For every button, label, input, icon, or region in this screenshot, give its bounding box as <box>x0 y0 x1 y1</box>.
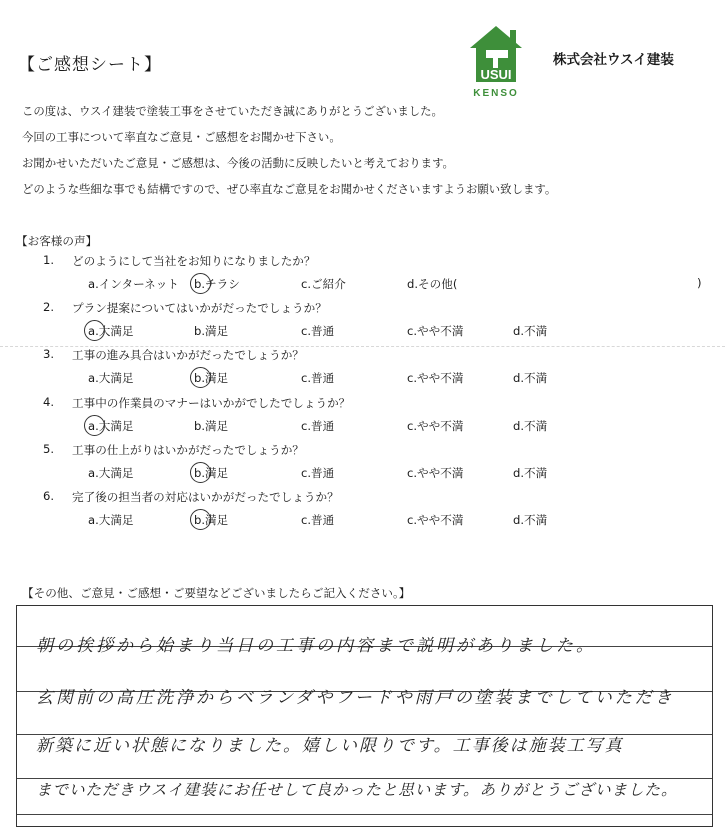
question-number: 2. <box>43 300 55 315</box>
logo-text-main: USUI <box>480 67 512 82</box>
answer-option-label: b.満足 <box>194 371 229 386</box>
answer-option[interactable]: d.不満 <box>513 465 548 480</box>
selected-answer-circle <box>84 415 105 436</box>
other-paren-close[interactable]: ) <box>697 276 702 290</box>
answer-option[interactable]: a.大満足 <box>88 513 134 527</box>
comment-line: までいただきウスイ建装にお任せして良かったと思います。ありがとうございました。 <box>36 781 678 799</box>
answer-option[interactable]: d.不満 <box>513 418 548 433</box>
question-number: 1. <box>43 253 55 267</box>
answer-option[interactable]: c.やや不満 <box>407 371 464 386</box>
answer-option[interactable]: c.やや不満 <box>407 513 464 527</box>
answer-option[interactable] <box>194 370 228 386</box>
answer-option[interactable]: b.満足 <box>194 324 229 339</box>
answer-option[interactable]: c.普通 <box>301 324 335 339</box>
answer-option[interactable] <box>194 465 228 481</box>
page-title: 【ご感想シート】 <box>18 55 162 75</box>
selected-answer-circle <box>190 367 211 388</box>
answer-option[interactable]: a.大満足 <box>88 465 134 480</box>
answer-option-label: b.満足 <box>194 513 229 527</box>
answer-option[interactable] <box>88 418 134 434</box>
answer-option-label: b.チラシ <box>194 277 240 291</box>
answer-option[interactable]: c.普通 <box>301 371 335 386</box>
question-text: どのようにして当社をお知りになりましたか？ <box>72 254 316 268</box>
logo-text-sub: KENSO <box>473 88 519 99</box>
comments-heading: 【その他、ご意見・ご感想・ご要望などございましたらご記入ください。】 <box>22 586 411 600</box>
answer-option[interactable]: c.ご紹介 <box>301 277 346 291</box>
question-text: 完了後の担当者の対応はいかがだったでしょうか？ <box>72 490 339 504</box>
answer-option[interactable]: c.やや不満 <box>407 324 464 339</box>
selected-answer-circle <box>190 509 211 530</box>
answer-option-label: b.満足 <box>194 465 229 480</box>
answer-option[interactable]: d.その他( <box>407 277 458 291</box>
answer-option-label: a.大満足 <box>88 324 134 339</box>
question-text: 工事の仕上がりはいかがだったでしょうか？ <box>72 442 304 457</box>
comment-line: 朝の挨拶から始まり当日の工事の内容まで説明がありました。 <box>36 636 596 656</box>
answer-option[interactable]: c.やや不満 <box>407 418 464 433</box>
answer-option[interactable]: c.普通 <box>301 513 335 527</box>
answer-option[interactable]: c.普通 <box>301 465 335 480</box>
intro-line: 今回の工事について率直なご意見・ご感想をお聞かせ下さい。 <box>22 130 341 144</box>
answer-option[interactable]: a.インターネット <box>88 277 179 291</box>
question-number: 4. <box>43 394 55 409</box>
question-text: 工事の進み具合はいかがだったでしょうか？ <box>72 348 304 363</box>
customer-voice-heading: 【お客様の声】 <box>16 234 98 248</box>
question-number: 5. <box>43 441 55 456</box>
answer-option-label: a.大満足 <box>88 418 134 433</box>
question-text: プラン提案についてはいかがだったでしょうか？ <box>72 301 327 316</box>
selected-answer-circle <box>84 320 105 341</box>
answer-option[interactable] <box>88 323 134 339</box>
intro-line: どのような些細な事でも結構ですので、ぜひ率直なご意見をお聞かせくださいますようお願い致します。 <box>22 182 557 196</box>
company-logo <box>466 22 526 100</box>
question-number: 6. <box>43 489 55 503</box>
answer-option[interactable]: c.普通 <box>301 418 335 433</box>
answer-option[interactable]: c.やや不満 <box>407 465 464 480</box>
answer-option[interactable] <box>194 276 240 292</box>
question-text: 工事中の作業員のマナーはいかがでしたでしょうか？ <box>72 395 351 410</box>
intro-line: お聞かせいただいたご意見・ご感想は、今後の活動に反映したいと考えております。 <box>22 156 454 170</box>
comment-line: 玄関前の高圧洗浄からベランダやフードや雨戸の塗装までしていただき <box>36 688 675 708</box>
selected-answer-circle <box>190 462 211 483</box>
answer-option[interactable]: d.不満 <box>513 513 548 527</box>
answer-option[interactable]: d.不満 <box>513 324 548 339</box>
selected-answer-circle <box>190 273 211 294</box>
company-name: 株式会社ウスイ建装 <box>553 52 674 68</box>
answer-option[interactable]: d.不満 <box>513 371 548 386</box>
answer-option[interactable] <box>194 512 228 528</box>
answer-option[interactable]: a.大満足 <box>88 371 134 386</box>
intro-line: この度は、ウスイ建装で塗装工事をさせていただき誠にありがとうございました。 <box>22 104 443 118</box>
question-number: 3. <box>43 347 55 362</box>
comment-line: 新築に近い状態になりました。嬉しい限りです。工事後は施装工写真 <box>36 736 624 756</box>
answer-option[interactable]: b.満足 <box>194 418 229 433</box>
